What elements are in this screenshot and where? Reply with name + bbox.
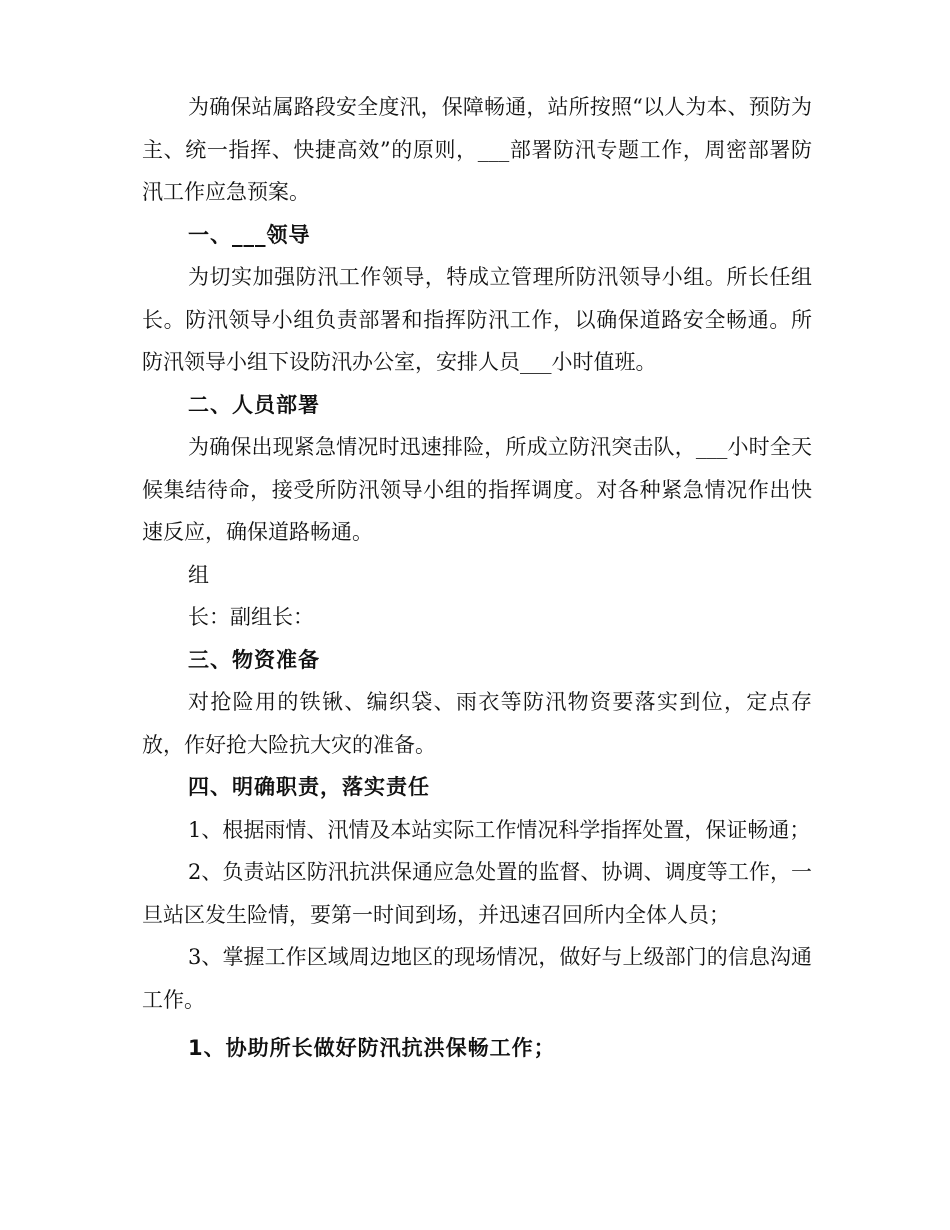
duty-item-1: 1、根据雨情、汛情及本站实际工作情况科学指挥处置，保证畅通； (188, 817, 811, 842)
materials-paragraph: 对抢险用的铁锹、编织袋、雨衣等防汛物资要落实到位，定点存放，作好抢大险抗大灾的准备。 (142, 690, 812, 757)
duty-item-3: 3、掌握工作区域周边地区的现场情况，做好与上级部门的信息沟通工作。 (142, 945, 812, 1012)
section-heading-personnel: 二、人员部署 (188, 392, 320, 417)
leader-label: 长：副组长： (188, 605, 314, 629)
document-body (142, 86, 812, 1070)
section-heading-materials: 三、物资准备 (188, 647, 320, 672)
leadership-paragraph: 为切实加强防汛工作领导，特成立管理所防汛领导小组。所长任组长。防汛领导小组负责部署和指挥防汛工作，以确保道路安全畅通。所防汛领导小组下设防汛办公室，安排人员___小时值班。 (142, 265, 812, 374)
duty-item-2: 2、负责站区防汛抗洪保通应急处置的监督、协调、调度等工作，一旦站区发生险情，要第一时间到场，并迅速召回所内全体人员； (142, 860, 812, 927)
intro-paragraph: 为确保站属路段安全度汛，保障畅通，站所按照“以人为本、预防为主、统一指挥、快捷高效”的原则，___部署防汛专题工作，周密部署防汛工作应急预案。 (142, 95, 812, 204)
section-heading-duties: 四、明确职责，落实责任 (188, 775, 430, 799)
deputy-duty-heading: 1、协助所长做好防汛抗洪保畅工作； (188, 1036, 556, 1060)
group-label: 组 (188, 562, 209, 587)
section-heading-leadership: 一、___领导 (188, 222, 311, 247)
personnel-paragraph: 为确保出现紧急情况时迅速排险，所成立防汛突击队，___小时全天候集结待命，接受所防汛领导小组的指挥调度。对各种紧急情况作出快速反应，确保道路畅通。 (142, 435, 812, 544)
